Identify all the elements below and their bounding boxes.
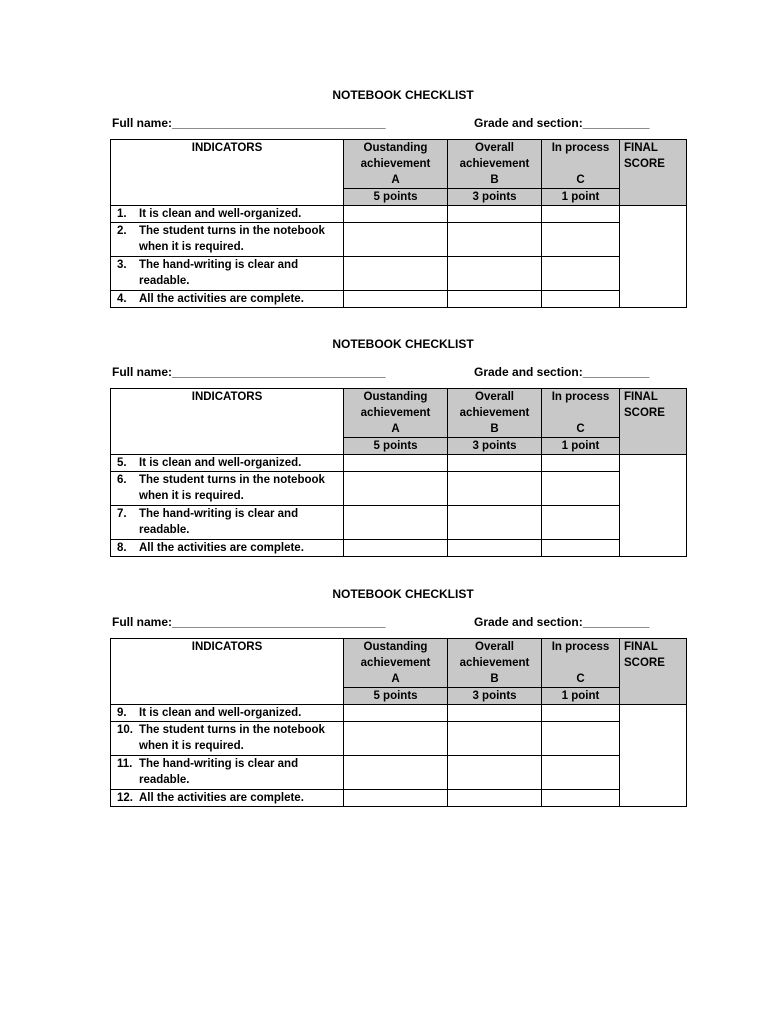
score-a-cell[interactable] [344, 506, 448, 540]
outstanding-achievement-header: Oustanding achievement A [344, 140, 448, 189]
in-process-header: In process C [542, 389, 620, 438]
in-process-header: In process C [542, 140, 620, 189]
table-row [111, 223, 687, 257]
indicator-cell [111, 291, 344, 308]
score-b-cell[interactable] [448, 506, 542, 540]
checklist-table [110, 638, 687, 807]
indicator-cell [111, 540, 344, 557]
grade-section-field[interactable]: Grade and section:__________ [474, 615, 650, 629]
indicators-header: INDICATORS [111, 140, 344, 206]
score-b-cell[interactable] [448, 540, 542, 557]
indicator-text: All the activities are complete. [139, 792, 304, 804]
indicator-number: 1. [117, 208, 127, 220]
form-fields [110, 115, 686, 131]
score-c-cell[interactable] [542, 257, 620, 291]
score-c-cell[interactable] [542, 540, 620, 557]
indicator-cell [111, 455, 344, 472]
full-name-field[interactable]: Full name:________________________________ [112, 615, 386, 629]
score-b-cell[interactable] [448, 223, 542, 257]
indicator-cell [111, 223, 344, 257]
score-c-cell[interactable] [542, 705, 620, 722]
indicator-text: It is clean and well-organized. [139, 208, 302, 220]
points-a: 5 points [344, 688, 448, 705]
score-b-cell[interactable] [448, 705, 542, 722]
full-name-field[interactable]: Full name:________________________________ [112, 116, 386, 130]
table-row [111, 455, 687, 472]
score-b-cell[interactable] [448, 257, 542, 291]
score-c-cell[interactable] [542, 756, 620, 790]
score-b-cell[interactable] [448, 455, 542, 472]
outstanding-achievement-header: Oustanding achievement A [344, 639, 448, 688]
form-fields [110, 614, 686, 630]
indicator-text: The student turns in the notebook when it is required. [139, 724, 325, 752]
score-c-cell[interactable] [542, 223, 620, 257]
points-a: 5 points [344, 189, 448, 206]
table-row [111, 472, 687, 506]
score-b-cell[interactable] [448, 472, 542, 506]
indicator-number: 2. [117, 225, 127, 237]
points-b: 3 points [448, 189, 542, 206]
score-a-cell[interactable] [344, 206, 448, 223]
points-c: 1 point [542, 189, 620, 206]
final-score-header: FINAL SCORE [620, 639, 687, 705]
score-c-cell[interactable] [542, 472, 620, 506]
indicator-number: 5. [117, 457, 127, 469]
checklist-section-1 [110, 87, 686, 308]
indicator-number: 12. [117, 792, 133, 804]
final-score-header: FINAL SCORE [620, 389, 687, 455]
indicator-cell [111, 722, 344, 756]
score-c-cell[interactable] [542, 455, 620, 472]
checklist-title: NOTEBOOK CHECKLIST [332, 587, 474, 601]
grade-section-field[interactable]: Grade and section:__________ [474, 116, 650, 130]
score-b-cell[interactable] [448, 722, 542, 756]
indicator-cell [111, 506, 344, 540]
indicator-text: All the activities are complete. [139, 293, 304, 305]
indicator-text: The hand-writing is clear and readable. [139, 508, 299, 536]
indicator-text: The hand-writing is clear and readable. [139, 758, 299, 786]
table-row [111, 506, 687, 540]
score-c-cell[interactable] [542, 722, 620, 756]
indicator-number: 7. [117, 508, 127, 520]
grade-section-field[interactable]: Grade and section:__________ [474, 365, 650, 379]
score-b-cell[interactable] [448, 291, 542, 308]
score-a-cell[interactable] [344, 722, 448, 756]
checklist-title: NOTEBOOK CHECKLIST [332, 337, 474, 351]
indicator-number: 6. [117, 474, 127, 486]
indicator-text: The hand-writing is clear and readable. [139, 259, 299, 287]
overall-achievement-header: Overall achievement B [448, 389, 542, 438]
score-a-cell[interactable] [344, 257, 448, 291]
score-c-cell[interactable] [542, 506, 620, 540]
overall-achievement-header: Overall achievement B [448, 639, 542, 688]
points-c: 1 point [542, 438, 620, 455]
indicator-number: 11. [117, 758, 133, 770]
score-c-cell[interactable] [542, 790, 620, 807]
indicator-number: 10. [117, 724, 133, 736]
table-row [111, 257, 687, 291]
indicator-cell [111, 790, 344, 807]
in-process-header: In process C [542, 639, 620, 688]
table-row [111, 291, 687, 308]
table-row [111, 756, 687, 790]
score-a-cell[interactable] [344, 705, 448, 722]
score-a-cell[interactable] [344, 472, 448, 506]
score-a-cell[interactable] [344, 291, 448, 308]
score-b-cell[interactable] [448, 790, 542, 807]
indicator-text: It is clean and well-organized. [139, 457, 302, 469]
final-score-cell[interactable] [620, 455, 687, 557]
indicator-text: The student turns in the notebook when it is required. [139, 474, 325, 502]
checklist-table [110, 139, 687, 308]
table-row [111, 206, 687, 223]
checklist-title: NOTEBOOK CHECKLIST [332, 88, 474, 102]
score-b-cell[interactable] [448, 206, 542, 223]
overall-achievement-header: Overall achievement B [448, 140, 542, 189]
points-a: 5 points [344, 438, 448, 455]
score-c-cell[interactable] [542, 206, 620, 223]
outstanding-achievement-header: Oustanding achievement A [344, 389, 448, 438]
score-b-cell[interactable] [448, 756, 542, 790]
indicator-text: The student turns in the notebook when it is required. [139, 225, 325, 253]
indicator-cell [111, 705, 344, 722]
points-c: 1 point [542, 688, 620, 705]
checklist-table [110, 388, 687, 557]
points-b: 3 points [448, 688, 542, 705]
indicator-number: 9. [117, 707, 127, 719]
indicators-header: INDICATORS [111, 389, 344, 455]
score-a-cell[interactable] [344, 455, 448, 472]
final-score-cell[interactable] [620, 206, 687, 308]
score-a-cell[interactable] [344, 790, 448, 807]
score-a-cell[interactable] [344, 756, 448, 790]
indicator-number: 8. [117, 542, 127, 554]
checklist-section-2 [110, 336, 686, 557]
indicator-text: All the activities are complete. [139, 542, 304, 554]
table-row [111, 705, 687, 722]
points-b: 3 points [448, 438, 542, 455]
final-score-header: FINAL SCORE [620, 140, 687, 206]
form-fields [110, 364, 686, 380]
indicator-cell [111, 206, 344, 223]
checklist-section-3 [110, 586, 686, 807]
indicator-cell [111, 257, 344, 291]
table-row [111, 722, 687, 756]
indicator-number: 3. [117, 259, 127, 271]
table-row [111, 790, 687, 807]
score-a-cell[interactable] [344, 223, 448, 257]
score-a-cell[interactable] [344, 540, 448, 557]
indicator-cell [111, 472, 344, 506]
indicators-header: INDICATORS [111, 639, 344, 705]
indicator-cell [111, 756, 344, 790]
full-name-field[interactable]: Full name:________________________________ [112, 365, 386, 379]
table-row [111, 540, 687, 557]
score-c-cell[interactable] [542, 291, 620, 308]
indicator-number: 4. [117, 293, 127, 305]
final-score-cell[interactable] [620, 705, 687, 807]
indicator-text: It is clean and well-organized. [139, 707, 302, 719]
